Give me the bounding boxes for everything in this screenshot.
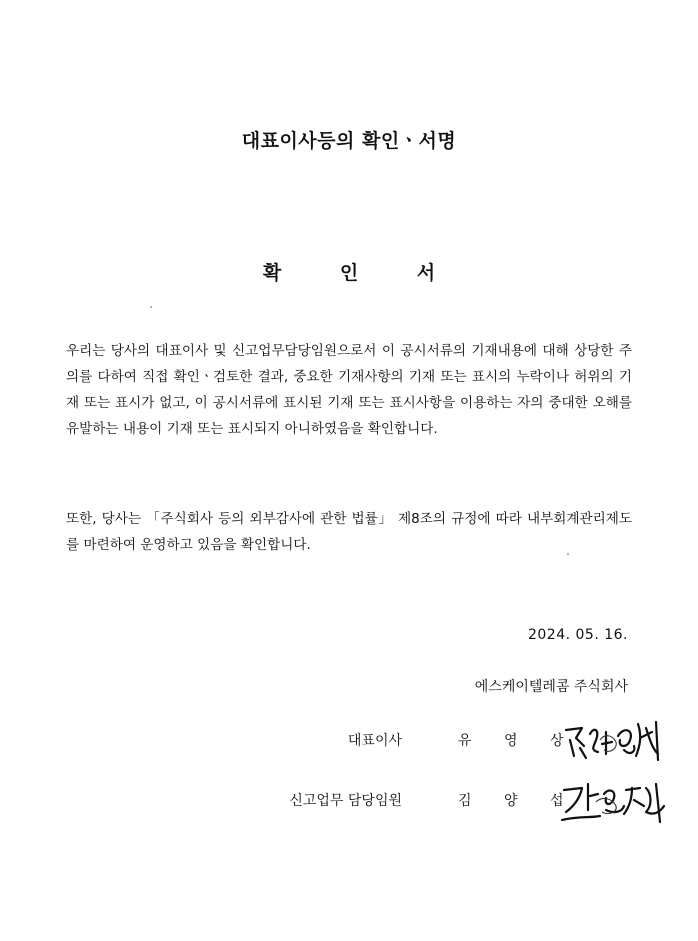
officer-signature-image: [560, 776, 670, 828]
scan-speck: [567, 553, 569, 555]
signatory-title: 신고업무 담당임원: [289, 793, 402, 809]
internal-control-paragraph: 또한, 당사는 「주식회사 등의 외부감사에 관한 법률」 제8조의 규정에 따라 내부회계관리제도를 마련하여 운영하고 있음을 확인합니다.: [66, 511, 632, 553]
signature-row-officer: [0, 782, 698, 822]
document-date: 2024. 05. 16.: [527, 627, 628, 643]
confirmation-paragraph: 우리는 당사의 대표이사 및 신고업무담당임원으로서 이 공시서류의 기재내용에 대해 상당한 주의를 다하여 직접 확인ㆍ검토한 결과, 중요한 기재사항의 기재 또는 표시의 누락이나 허위의 기재 또는 표시가 없고, 이 공시서류에 표시된 기재 또는 표시사항을 이용하는 자의 중대한 오해를 유발하는 내용이 기재 또는 표시되지 아니하였음을 확인합니다.: [66, 343, 632, 437]
signature-row-ceo: [0, 722, 698, 762]
document-title: 대표이사등의 확인ㆍ서명: [241, 130, 457, 152]
document-subtitle: 확 인 서: [262, 262, 462, 284]
scan-speck: [150, 306, 152, 308]
signatory-name: 김 양 섭: [458, 793, 578, 809]
signatory-name: 유 영 상: [458, 733, 578, 749]
company-name: 에스케이텔레콤 주식회사: [474, 679, 628, 695]
signatory-title: 대표이사: [347, 733, 402, 749]
ceo-signature-image: [560, 716, 670, 768]
